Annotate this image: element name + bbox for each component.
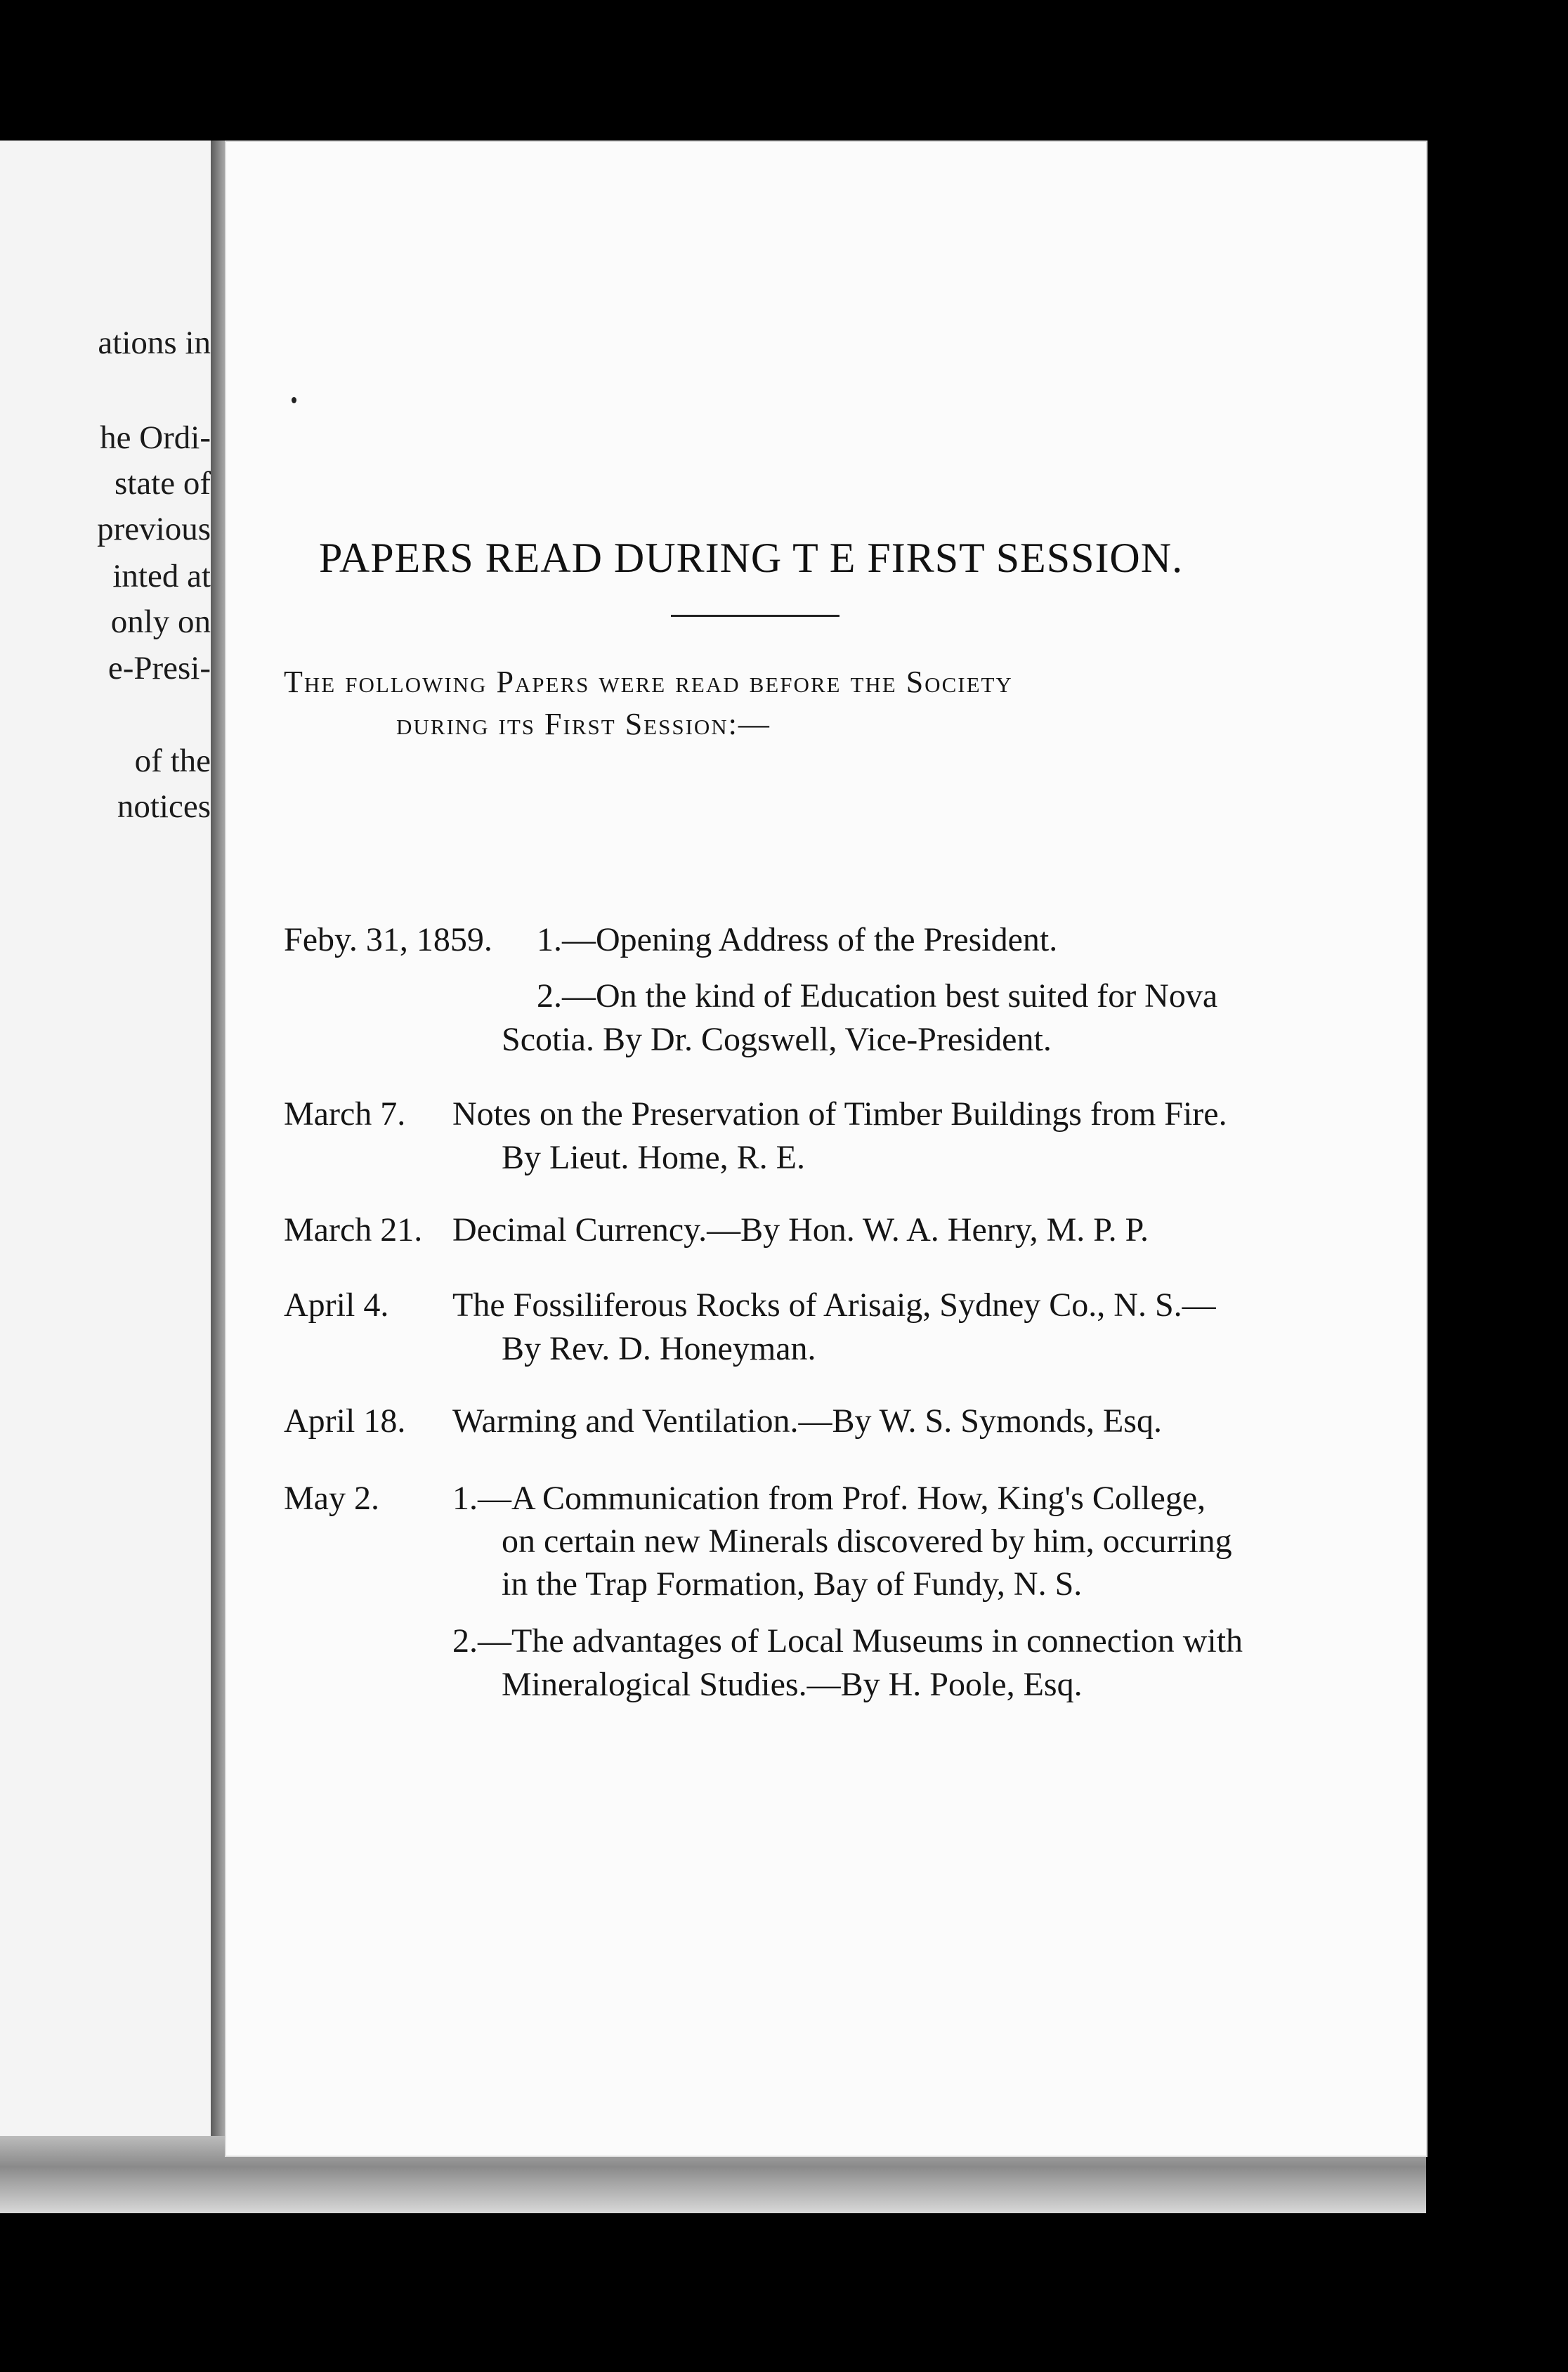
entry-line: The Fossiliferous Rocks of Arisaig, Sydney Co., N. S.— xyxy=(452,1286,1216,1324)
entry-date: March 7. xyxy=(284,1095,406,1133)
entry-line: Notes on the Preservation of Timber Buildings from Fire. xyxy=(452,1095,1227,1133)
entry-line: By Lieut. Home, R. E. xyxy=(502,1139,805,1176)
page-title: PAPERS READ DURING T E FIRST SESSION. xyxy=(319,535,1184,581)
entry-line: Mineralogical Studies.—By H. Poole, Esq. xyxy=(502,1666,1083,1703)
entry-date: April 18. xyxy=(284,1402,406,1440)
entry-line: 2.—The advantages of Local Museums in connection with xyxy=(452,1622,1243,1660)
entry-line: 1.—A Communication from Prof. How, King's College, xyxy=(452,1480,1206,1517)
left-page-line: previous xyxy=(97,511,211,547)
entry-line: By Rev. D. Honeyman. xyxy=(502,1330,816,1367)
document-page xyxy=(225,141,1427,2157)
left-page-line: inted at xyxy=(112,558,211,594)
title-rule xyxy=(671,615,839,617)
entry-line: 2.—On the kind of Education best suited for Nova xyxy=(537,977,1218,1015)
left-page-line: e-Presi- xyxy=(107,650,211,686)
entry-date: April 4. xyxy=(284,1286,389,1324)
left-page-line: he Ordi- xyxy=(100,419,211,456)
left-page-line: only on xyxy=(110,604,211,640)
entry-line: 1.—Opening Address of the President. xyxy=(537,921,1058,958)
entry-line: Decimal Currency.—By Hon. W. A. Henry, M. P. P. xyxy=(452,1211,1149,1249)
entry-line: in the Trap Formation, Bay of Fundy, N. S. xyxy=(502,1565,1083,1603)
entry-date: Feby. 31, 1859. xyxy=(284,921,492,958)
entry-line: Scotia. By Dr. Cogswell, Vice-President. xyxy=(502,1021,1052,1058)
left-adjacent-page xyxy=(0,141,211,2143)
entry-date: May 2. xyxy=(284,1480,379,1517)
left-page-line: of the xyxy=(134,743,211,779)
left-page-line: ations in xyxy=(98,325,211,361)
entry-line: Warming and Ventilation.—By W. S. Symonds, Esq. xyxy=(452,1402,1162,1440)
left-page-line: state of xyxy=(114,465,211,502)
entry-line: on certain new Minerals discovered by him, occurring xyxy=(502,1523,1232,1560)
intro-line: during its First Session:— xyxy=(396,707,771,741)
entry-date: March 21. xyxy=(284,1211,423,1249)
speck-mark xyxy=(292,397,296,403)
intro-line: The following Papers were read before the Society xyxy=(284,665,1013,699)
left-page-line: notices xyxy=(117,788,211,825)
